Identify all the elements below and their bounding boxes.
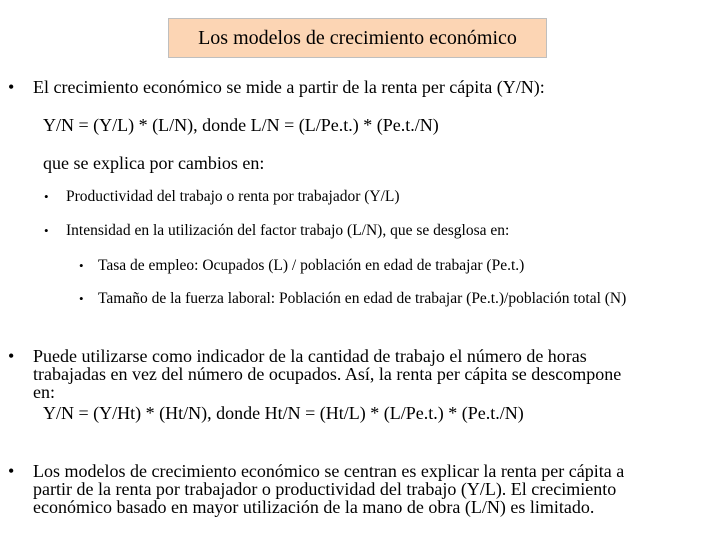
bullet-2-line: Puede utilizarse como indicador de la cantidad de trabajo el número de horas xyxy=(33,346,587,366)
sub-bullet-productividad: Productividad del trabajo o renta por trabajador (Y/L) xyxy=(66,188,400,205)
bullet-2-line: trabajadas en vez del número de ocupados. Así, la renta per cápita se descompone xyxy=(33,364,622,384)
title-text: Los modelos de crecimiento económico xyxy=(198,26,517,49)
bullet-2-paragraph xyxy=(33,347,621,401)
bullet-marker: • xyxy=(8,461,15,481)
bullet-3-line: Los modelos de crecimiento económico se centran es explicar la renta per cápita a xyxy=(33,461,625,481)
bullet-marker: • xyxy=(44,223,49,238)
bullet-2-line: en: xyxy=(33,382,55,402)
bullet-1-text: El crecimiento económico se mide a partir de la renta per cápita (Y/N): xyxy=(33,77,545,97)
sub-bullet-intensidad: Intensidad en la utilización del factor trabajo (L/N), que se desglosa en: xyxy=(66,222,510,239)
bullet-3-paragraph xyxy=(33,462,624,516)
bullet-3-line: económico basado en mayor utilización de la mano de obra (L/N) es limitado. xyxy=(33,497,595,517)
bullet-3-line: partir de la renta por trabajador o productividad del trabajo (Y/L). El crecimiento xyxy=(33,479,617,499)
bullet-marker: • xyxy=(8,77,15,97)
slide-title xyxy=(168,18,547,58)
bullet-marker: • xyxy=(79,258,84,273)
bullet-marker: • xyxy=(8,346,15,366)
subsub-bullet-tasa-empleo: Tasa de empleo: Ocupados (L) / población en edad de trabajar (Pe.t.) xyxy=(98,257,525,274)
bullet-marker: • xyxy=(44,189,49,204)
explained-text: que se explica por cambios en: xyxy=(43,153,265,173)
bullet-marker: • xyxy=(79,291,84,306)
formula-1: Y/N = (Y/L) * (L/N), donde L/N = (L/Pe.t.) * (Pe.t./N) xyxy=(43,115,439,135)
formula-2: Y/N = (Y/Ht) * (Ht/N), donde Ht/N = (Ht/L) * (L/Pe.t.) * (Pe.t./N) xyxy=(43,403,524,423)
subsub-bullet-fuerza-laboral: Tamaño de la fuerza laboral: Población en edad de trabajar (Pe.t.)/población total (N) xyxy=(98,290,627,307)
